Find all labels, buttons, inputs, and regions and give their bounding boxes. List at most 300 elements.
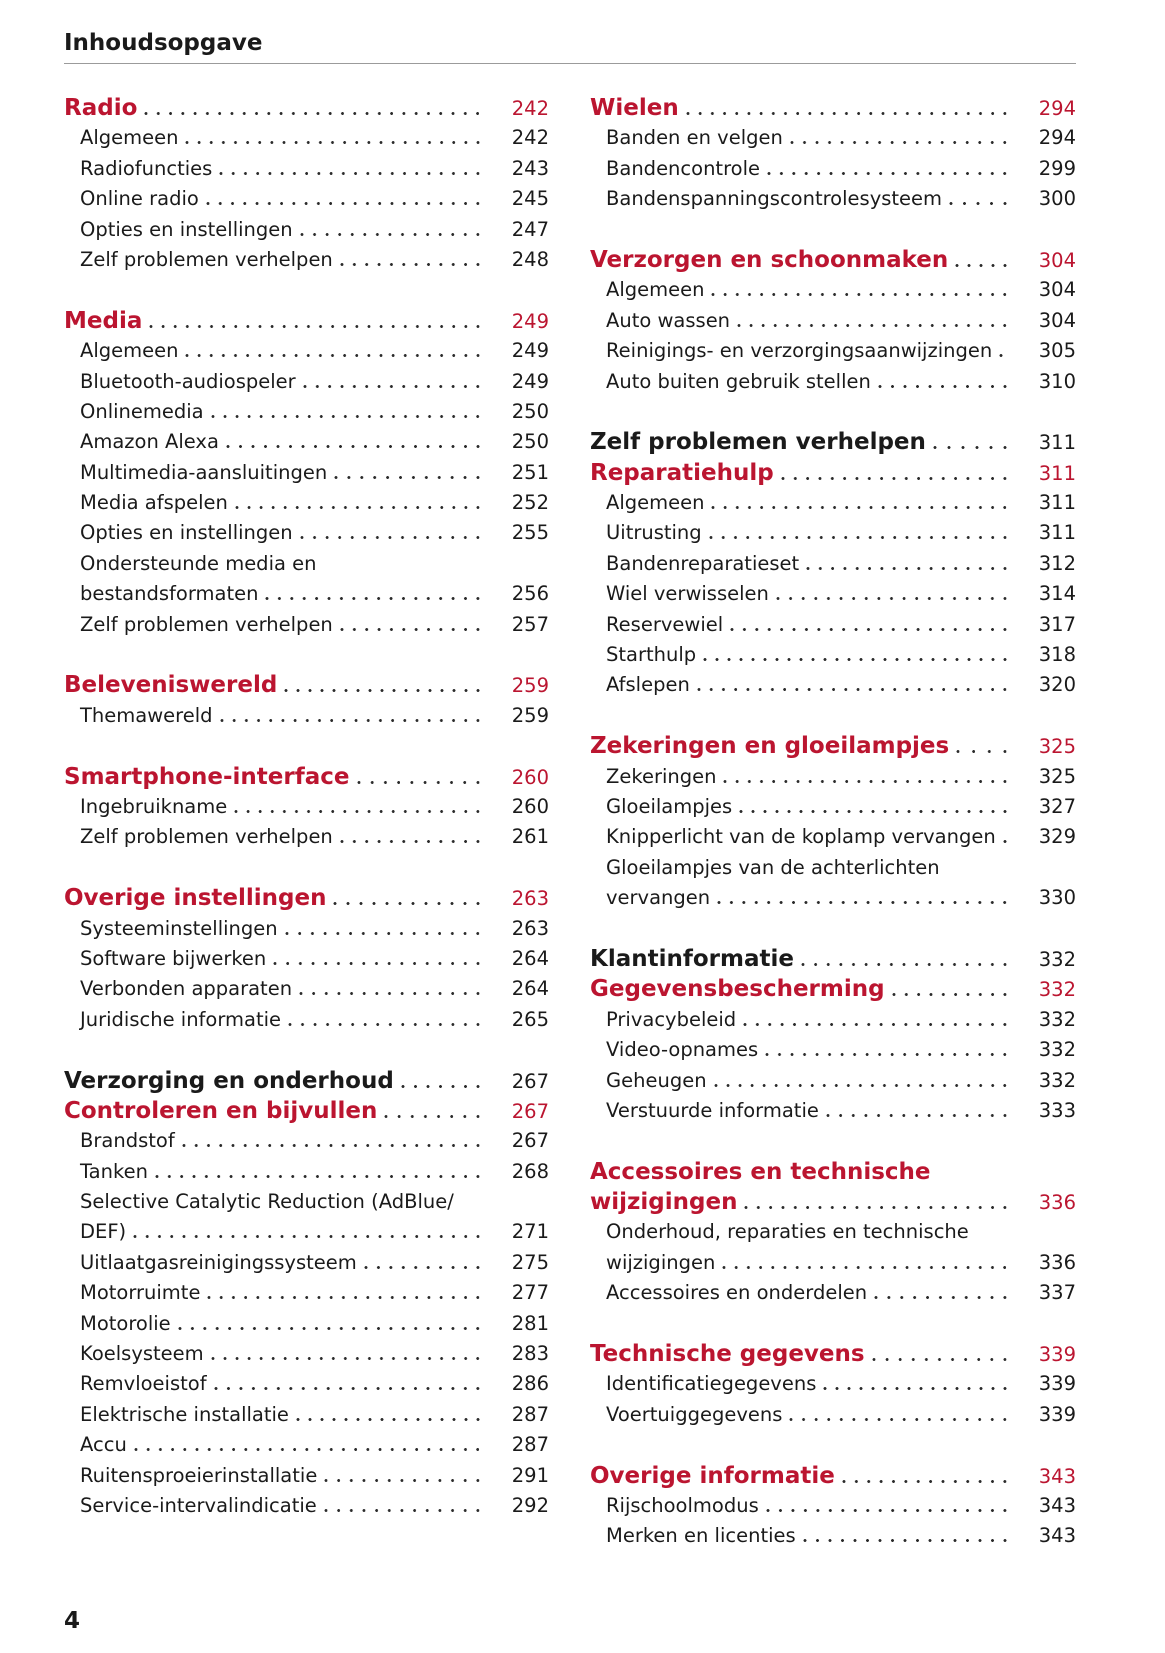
toc-page-number: 277 [511,1281,549,1305]
toc-entry-line [64,944,549,974]
toc-topic-entry [590,822,1076,852]
toc-section [64,306,549,640]
toc-entry-line [64,1491,549,1521]
toc-entry-line [590,762,1076,792]
toc-topic-title: Motorruimte [80,1281,201,1305]
toc-entry-line [64,1217,549,1247]
toc-page-number: 343 [1038,1464,1076,1488]
toc-entry-line [64,1187,549,1217]
toc-page-number: 314 [1038,582,1076,606]
toc-topic-entry [590,792,1076,822]
dot-leader [203,1296,484,1299]
toc-page-number: 311 [1038,521,1076,545]
toc-entry-line [590,427,1076,457]
toc-topic-title: Remvloeistof [80,1372,207,1396]
toc-chapter-entry [64,93,549,123]
toc-entry-line [590,1005,1076,1035]
toc-section [64,93,549,275]
toc-page-number: 264 [511,977,549,1001]
toc-topic-entry [590,1066,1076,1096]
toc-part-title: Zelf problemen verhelpen [590,429,926,456]
dot-leader [762,1509,1011,1512]
toc-chapter-title: Beleveniswereld [64,672,278,699]
toc-entry-line [64,215,549,245]
toc-topic-title: Video-opnames [606,1038,759,1062]
toc-topic-entry [64,123,549,153]
toc-entry-line [590,458,1076,488]
toc-page-number: 343 [1038,1524,1076,1548]
dot-leader [202,202,484,205]
toc-page-number: 339 [1038,1372,1076,1396]
dot-leader [269,962,484,965]
toc-page-number: 336 [1038,1191,1076,1215]
toc-entry-line [590,154,1076,184]
page-header-title: Inhoudsopgave [64,30,263,56]
toc-topic-title: Algemeen [606,278,705,302]
toc-topic-title: Amazon Alexa [80,430,219,454]
toc-page-number: 268 [511,1159,549,1183]
toc-page-number: 332 [1038,978,1076,1002]
toc-topic-title: Radiofuncties [80,156,213,180]
toc-page-number: 304 [1038,278,1076,302]
toc-page-number: 267 [511,1129,549,1153]
dot-leader [945,202,1011,205]
toc-chapter-entry [590,1339,1076,1369]
toc-chapter-entry [590,731,1076,761]
toc-page-number: 263 [511,887,549,911]
toc-topic-entry [64,1126,549,1156]
toc-topic-entry [64,610,549,640]
toc-topic-entry [64,1005,549,1035]
dot-leader [713,901,1011,904]
dot-leader [336,628,484,631]
toc-chapter-title: Overige instellingen [64,885,327,912]
toc-topic-entry [64,245,549,275]
dot-leader [719,780,1011,783]
toc-entry-line [64,488,549,518]
toc-topic-entry [64,944,549,974]
toc-entry-line [64,518,549,548]
toc-topic-title: Bandenreparatieset [606,551,800,575]
toc-topic-entry [64,1278,549,1308]
toc-entry-line [64,1096,549,1126]
toc-topic-title: Verstuurde informatie [606,1098,819,1122]
toc-page-number: 287 [511,1433,549,1457]
toc-page-number: 332 [1038,947,1076,971]
toc-page-number: 257 [511,612,549,636]
toc-topic-entry [64,1309,549,1339]
dot-leader [739,1023,1011,1026]
toc-part-title: Klantinformatie [590,945,794,972]
toc-entry-line [64,245,549,275]
toc-chapter-entry [64,306,549,336]
dot-leader [145,325,484,328]
toc-chapter-entry [590,1461,1076,1491]
toc-topic-title: Onderhoud, reparaties en technische [606,1220,969,1244]
dot-leader [181,354,484,357]
toc-topic-title: Media afspelen [80,491,228,515]
toc-page-number: 317 [1038,612,1076,636]
toc-entry-line [590,1278,1076,1308]
toc-entry-line [64,610,549,640]
toc-topic-entry [590,610,1076,640]
toc-topic-title: Selective Catalytic Reduction (AdBlue/ [80,1190,454,1214]
toc-topic-title: Knipperlicht van de koplamp vervangen [606,825,996,849]
toc-section [64,670,549,731]
toc-topic-title: Opties en instellingen [80,521,293,545]
dot-leader [952,750,1011,753]
toc-topic-title: Algemeen [80,339,179,363]
toc-chapter-entry [590,458,1076,488]
toc-topic-entry [64,336,549,366]
toc-entry-line [590,1400,1076,1430]
toc-chapter-title: Accessoires en technische [590,1158,931,1185]
toc-topic-entry [590,518,1076,548]
toc-topic-title: Ingebruikname [80,794,228,818]
dot-leader [261,597,484,600]
toc-topic-entry [64,215,549,245]
toc-topic-title: Onlinemedia [80,399,204,423]
toc-topic-entry [590,1491,1076,1521]
toc-topic-title: Elektrische installatie [80,1402,289,1426]
toc-entry-line [64,397,549,427]
page-number: 4 [64,1608,81,1634]
toc-section [590,427,1076,701]
dot-leader [951,264,1011,267]
dot-leader [733,324,1011,327]
dot-leader [222,445,484,448]
toc-chapter-title: Media [64,307,143,334]
toc-entry-line [590,640,1076,670]
toc-section [590,245,1076,397]
toc-section [590,1339,1076,1430]
toc-entry-line [590,336,1076,366]
toc-topic-title: Bandenspanningscontrolesysteem [606,187,943,211]
dot-leader [995,354,1011,357]
toc-page-number: 275 [511,1250,549,1274]
dot-leader [280,689,484,692]
toc-topic-title: bestandsformaten [80,582,259,606]
toc-chapter-title: Reparatiehulp [590,459,774,486]
toc-page-number: 287 [511,1402,549,1426]
dot-leader [215,172,484,175]
toc-section [590,93,1076,215]
toc-chapter-entry [590,1157,1076,1218]
toc-page-number: 291 [511,1463,549,1487]
toc-entry-line [590,306,1076,336]
toc-topic-title: Zelf problemen verhelpen [80,612,333,636]
toc-topic-entry [64,1461,549,1491]
toc-entry-line [590,731,1076,761]
toc-entry-line [64,458,549,488]
toc-page-number: 264 [511,946,549,970]
toc-page-number: 304 [1038,248,1076,272]
toc-entry-line [590,610,1076,640]
dot-leader [130,1448,484,1451]
toc-chapter-entry [64,883,549,913]
toc-page-number: 249 [511,369,549,393]
dot-leader [296,233,484,236]
toc-section [64,1066,549,1522]
dot-leader [740,1206,1011,1209]
dot-leader [151,1175,484,1178]
toc-part-entry [590,427,1076,457]
toc-topic-entry [64,974,549,1004]
dot-leader [207,415,484,418]
toc-page-number: 267 [511,1099,549,1123]
dot-leader [874,385,1011,388]
dot-leader [353,781,484,784]
toc-topic-entry [64,1400,549,1430]
dot-leader [320,1509,484,1512]
toc-topic-entry [64,822,549,852]
dot-leader [336,840,484,843]
toc-topic-title: Brandstof [80,1129,175,1153]
toc-topic-title: Zekeringen [606,764,717,788]
toc-page-number: 256 [511,582,549,606]
dot-leader [705,536,1011,539]
toc-chapter-entry [64,670,549,700]
toc-topic-title: Geheugen [606,1068,707,1092]
dot-leader [682,112,1011,115]
toc-entry-line [64,1339,549,1369]
dot-leader [330,476,484,479]
toc-topic-title: Ondersteunde media en [80,551,317,575]
toc-page-number: 286 [511,1372,549,1396]
toc-topic-entry [590,762,1076,792]
dot-leader [329,902,484,905]
toc-topic-title: Bluetooth-audiospeler [80,369,296,393]
dot-leader [763,172,1011,175]
toc-chapter-title: Zekeringen en gloeilampjes [590,733,950,760]
toc-topic-entry [64,488,549,518]
toc-chapter-entry [64,1096,549,1126]
toc-entry-line [64,701,549,731]
toc-page-number: 249 [511,309,549,333]
dot-leader [707,293,1011,296]
toc-page-number: 260 [511,765,549,789]
toc-page-number: 247 [511,217,549,241]
toc-topic-title: Motorolie [80,1311,171,1335]
toc-entry-line [590,853,1076,883]
toc-page-number: 332 [1038,1068,1076,1092]
toc-entry-line [64,123,549,153]
dot-leader [207,1357,484,1360]
dot-leader [216,719,484,722]
toc-topic-title: Accu [80,1433,127,1457]
dot-leader [870,1296,1011,1299]
toc-topic-title: Zelf problemen verhelpen [80,825,333,849]
toc-entry-line [590,1369,1076,1399]
dot-leader [822,1114,1011,1117]
dot-leader [797,963,1011,966]
toc-topic-entry [64,427,549,457]
toc-entry-line [590,792,1076,822]
toc-entry-line [64,1278,549,1308]
toc-topic-entry [590,1217,1076,1278]
toc-topic-entry [64,914,549,944]
toc-section [590,1461,1076,1552]
toc-page-number: 305 [1038,339,1076,363]
toc-page-number: 312 [1038,551,1076,575]
toc-page-number: 339 [1038,1402,1076,1426]
dot-leader [785,1418,1011,1421]
toc-entry-line [590,883,1076,913]
toc-chapter-title: Gegevensbescherming [590,976,885,1003]
toc-chapter-title: Smartphone-interface [64,763,350,790]
toc-page-number: 271 [511,1220,549,1244]
toc-entry-line [64,914,549,944]
toc-topic-title: Accessoires en onderdelen [606,1281,868,1305]
toc-page-number: 251 [511,460,549,484]
toc-section [590,1157,1076,1309]
toc-page-number: 255 [511,521,549,545]
toc-entry-line [64,306,549,336]
toc-page-number: 310 [1038,369,1076,393]
toc-topic-entry [64,367,549,397]
toc-page-number: 294 [1038,97,1076,120]
toc-entry-line [590,579,1076,609]
dot-leader [710,1084,1011,1087]
toc-topic-entry [590,275,1076,305]
toc-page-number: 337 [1038,1281,1076,1305]
toc-entry-line [590,1187,1076,1217]
toc-page-number: 260 [511,794,549,818]
toc-topic-title: Auto wassen [606,308,731,332]
dot-leader [718,1266,1011,1269]
dot-leader [799,1539,1011,1542]
toc-entry-line [64,336,549,366]
toc-topic-entry [590,1400,1076,1430]
toc-entry-line [64,1400,549,1430]
dot-leader [178,1144,484,1147]
toc-topic-title: Koelsysteem [80,1342,204,1366]
dot-leader [699,658,1011,661]
dot-leader [999,840,1011,843]
toc-page-number: 252 [511,491,549,515]
dot-leader [299,385,484,388]
toc-entry-line [590,488,1076,518]
toc-entry-line [64,1309,549,1339]
toc-topic-entry [64,518,549,548]
toc-topic-entry [64,1187,549,1248]
toc-topic-title: Verbonden apparaten [80,977,293,1001]
toc-entry-line [64,93,549,123]
dot-leader [868,1358,1011,1361]
toc-topic-entry [590,306,1076,336]
toc-topic-entry [64,1157,549,1187]
toc-topic-entry [64,1339,549,1369]
dot-leader [929,446,1011,449]
toc-page-number: 294 [1038,126,1076,150]
toc-topic-entry [590,640,1076,670]
toc-entry-line [64,822,549,852]
toc-page-number: 248 [511,247,549,271]
dot-leader [888,993,1011,996]
toc-topic-title: Algemeen [606,491,705,515]
toc-page-number: 242 [511,126,549,150]
toc-topic-title: Starthulp [606,643,697,667]
dot-leader [735,810,1011,813]
toc-page-number: 245 [511,187,549,211]
dot-leader [707,506,1011,509]
dot-leader [129,1235,484,1238]
toc-topic-title: Uitlaatgasreinigingssysteem [80,1250,357,1274]
toc-topic-entry [64,154,549,184]
toc-entry-line [64,792,549,822]
toc-topic-title: Uitrusting [606,521,702,545]
toc-page-number: 343 [1038,1493,1076,1517]
toc-section [64,883,549,1035]
toc-topic-entry [64,458,549,488]
toc-page-number: 325 [1038,735,1076,759]
toc-part-entry [590,944,1076,974]
toc-chapter-title: Verzorgen en schoonmaken [590,246,949,273]
dot-leader [360,1266,484,1269]
toc-page-number: 263 [511,916,549,940]
dot-leader [292,1418,484,1421]
dot-leader [819,1387,1011,1390]
toc-entry-line [590,822,1076,852]
toc-section [590,731,1076,913]
toc-entry-line [64,427,549,457]
toc-chapter-entry [590,93,1076,123]
toc-topic-entry [64,549,549,610]
toc-entry-line [590,670,1076,700]
toc-topic-title: Online radio [80,187,199,211]
toc-section [590,944,1076,1126]
toc-column-left [64,93,549,1552]
toc-entry-line [590,123,1076,153]
toc-entry-line [590,1217,1076,1247]
dot-leader [140,112,484,115]
toc-page-number: 329 [1038,825,1076,849]
toc-topic-entry [590,670,1076,700]
toc-topic-entry [590,1278,1076,1308]
toc-page-number: 330 [1038,886,1076,910]
toc-page-number: 250 [511,399,549,423]
toc-topic-title: Juridische informatie [80,1007,282,1031]
toc-entry-line [590,1248,1076,1278]
dot-leader [230,810,484,813]
toc-entry-line [590,275,1076,305]
toc-entry-line [590,1035,1076,1065]
dot-leader [336,263,484,266]
toc-page-number: 267 [511,1069,549,1093]
toc-topic-title: Multimedia-aansluitingen [80,460,328,484]
toc-topic-title: Service-intervalindicatie [80,1493,317,1517]
toc-chapter-title: Technische gegevens [590,1341,865,1368]
toc-entry-line [64,1126,549,1156]
toc-page-number: 311 [1038,491,1076,515]
toc-entry-line [64,367,549,397]
toc-topic-entry [590,579,1076,609]
toc-entry-line [64,154,549,184]
toc-entry-line [590,1157,1076,1187]
toc-page-number: 261 [511,825,549,849]
toc-topic-title: Themawereld [80,703,213,727]
toc-page-number: 259 [511,674,549,698]
toc-topic-entry [64,1248,549,1278]
toc-entry-line [64,1430,549,1460]
toc-entry-line [590,549,1076,579]
dot-leader [320,1479,484,1482]
toc-topic-title: DEF) [80,1220,127,1244]
dot-leader [281,932,484,935]
toc-topic-title: Auto buiten gebruik stellen [606,369,871,393]
toc-topic-entry [590,1005,1076,1035]
toc-page-number: 336 [1038,1250,1076,1274]
